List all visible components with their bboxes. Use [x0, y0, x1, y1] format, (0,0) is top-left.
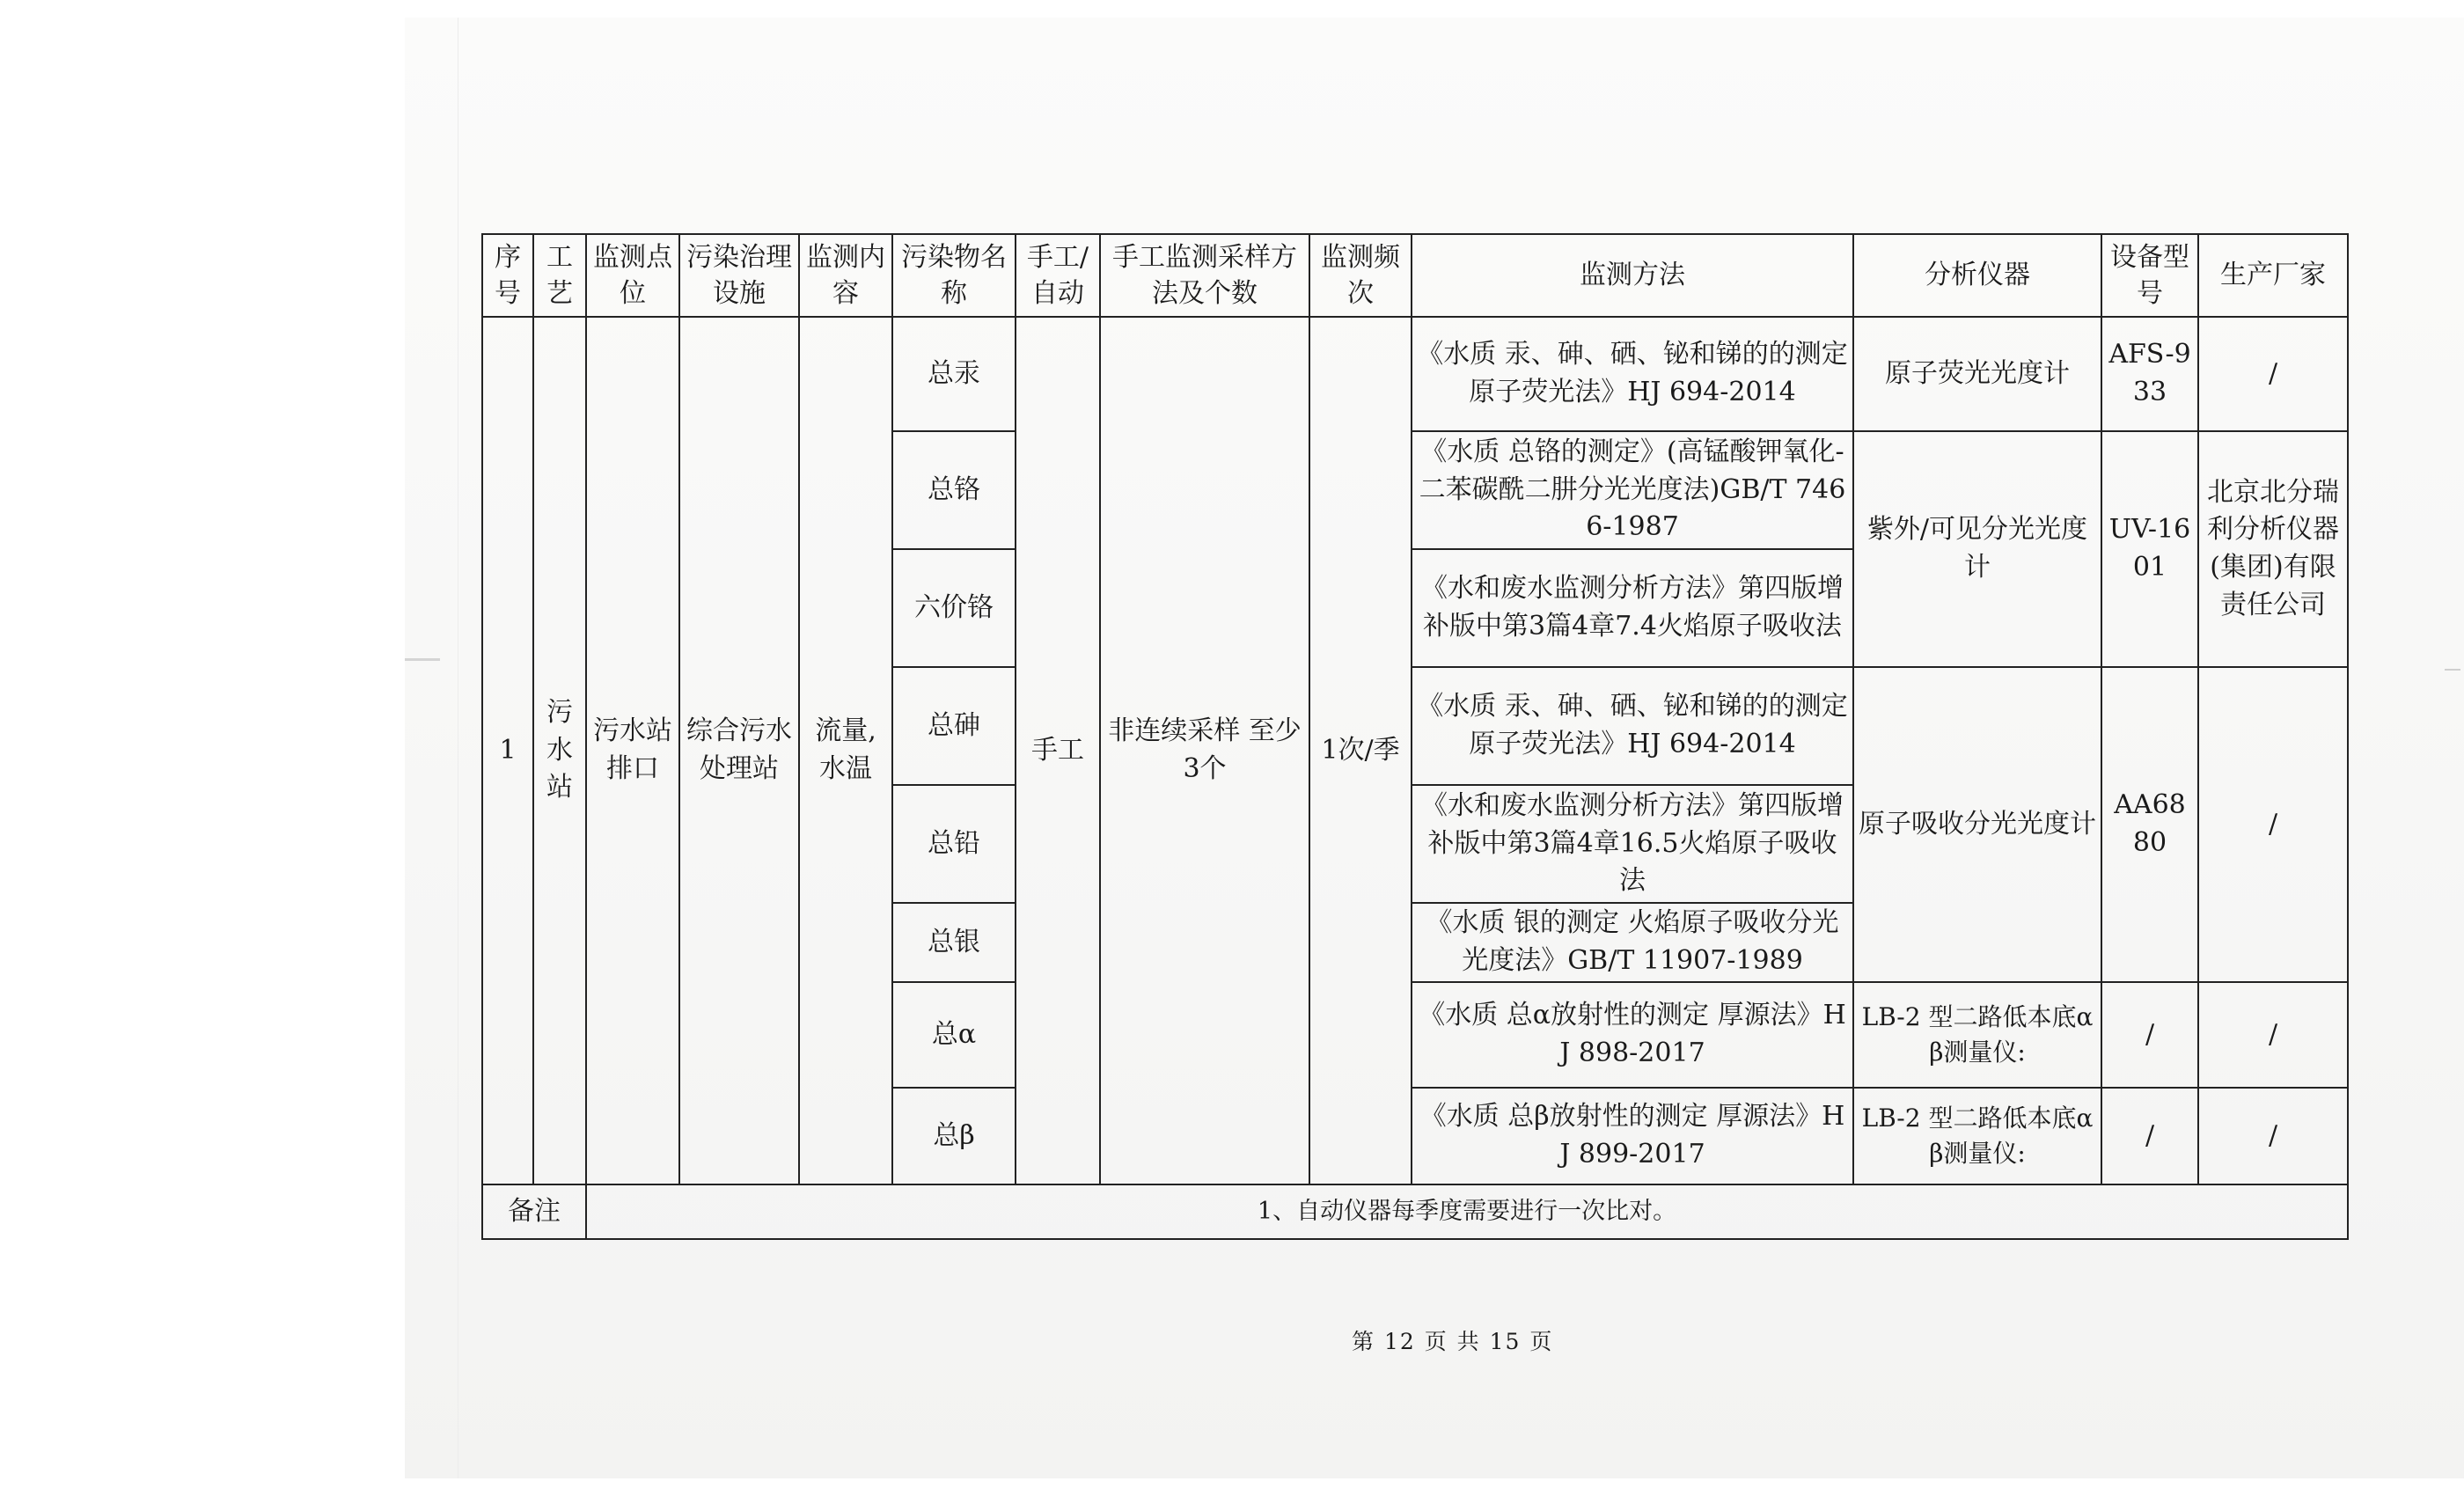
- method-cell: 《水质 总β放射性的测定 厚源法》HJ 899-2017: [1412, 1088, 1853, 1184]
- seq-cell: 1: [482, 317, 533, 1184]
- scan-margin-mark: [405, 658, 440, 661]
- maker-cell: 北京北分瑞利分析仪器(集团)有限责任公司: [2198, 431, 2348, 667]
- maker-cell: /: [2198, 667, 2348, 982]
- remark-row: [482, 1184, 2348, 1239]
- header-frequency: 监测频次: [1309, 234, 1412, 317]
- header-point: 监测点位: [586, 234, 679, 317]
- instrument-cell: 原子荧光光度计: [1853, 317, 2101, 431]
- header-content: 监测内容: [799, 234, 892, 317]
- remark-label: 备注: [482, 1184, 586, 1239]
- pollutant-cell: 总铅: [892, 785, 1016, 903]
- header-seq: 序号: [482, 234, 533, 317]
- header-instrument: 分析仪器: [1853, 234, 2101, 317]
- pollutant-cell: 总砷: [892, 667, 1016, 785]
- pollutant-cell: 总α: [892, 982, 1016, 1088]
- header-mode: 手工/自动: [1016, 234, 1100, 317]
- model-cell: /: [2101, 1088, 2198, 1184]
- instrument-cell: 原子吸收分光光度计: [1853, 667, 2101, 982]
- pollutant-cell: 六价铬: [892, 549, 1016, 667]
- frequency-cell: 1次/季: [1309, 317, 1412, 1184]
- method-cell: 《水质 总α放射性的测定 厚源法》HJ 898-2017: [1412, 982, 1853, 1088]
- maker-cell: /: [2198, 1088, 2348, 1184]
- table-row: [482, 317, 2348, 431]
- pollutant-cell: 总β: [892, 1088, 1016, 1184]
- model-cell: AFS-933: [2101, 317, 2198, 431]
- header-pollutant: 污染物名称: [892, 234, 1016, 317]
- header-model: 设备型号: [2101, 234, 2198, 317]
- header-process: 工艺: [533, 234, 586, 317]
- header-row: [482, 234, 2348, 317]
- method-cell: 《水质 总铬的测定》(高锰酸钾氧化- 二苯碳酰二肼分光光度法)GB/T 7466-1987: [1412, 431, 1853, 549]
- scan-margin-mark-right: [2445, 669, 2460, 671]
- instrument-cell: LB-2 型二路低本底α β测量仪:: [1853, 982, 2101, 1088]
- instrument-cell: LB-2 型二路低本底α β测量仪:: [1853, 1088, 2101, 1184]
- method-cell: 《水和废水监测分析方法》第四版增补版中第3篇4章16.5火焰原子吸收法: [1412, 785, 1853, 903]
- model-cell: /: [2101, 982, 2198, 1088]
- instrument-cell: 紫外/可见分光光度计: [1853, 431, 2101, 667]
- maker-cell: /: [2198, 317, 2348, 431]
- monitoring-table: [481, 233, 2349, 1240]
- pollutant-cell: 总汞: [892, 317, 1016, 431]
- content-cell: 流量,水温: [799, 317, 892, 1184]
- method-cell: 《水质 汞、砷、硒、铋和锑的的测定 原子荧光法》HJ 694-2014: [1412, 667, 1853, 785]
- sampling-cell: 非连续采样 至少3个: [1100, 317, 1309, 1184]
- page-number: 第 12 页 共 15 页: [1352, 1329, 1554, 1354]
- header-sampling: 手工监测采样方法及个数: [1100, 234, 1309, 317]
- header-facility: 污染治理设施: [679, 234, 799, 317]
- model-cell: UV-1601: [2101, 431, 2198, 667]
- process-cell: 污水站: [533, 317, 586, 1184]
- method-cell: 《水质 汞、砷、硒、铋和锑的的测定 原子荧光法》HJ 694-2014: [1412, 317, 1853, 431]
- pollutant-cell: 总银: [892, 903, 1016, 982]
- header-method: 监测方法: [1412, 234, 1853, 317]
- facility-cell: 综合污水处理站: [679, 317, 799, 1184]
- pollutant-cell: 总铬: [892, 431, 1016, 549]
- mode-cell: 手工: [1016, 317, 1100, 1184]
- remark-text: 1、自动仪器每季度需要进行一次比对。: [586, 1184, 2348, 1239]
- header-maker: 生产厂家: [2198, 234, 2348, 317]
- model-cell: AA6880: [2101, 667, 2198, 982]
- point-cell: 污水站排口: [586, 317, 679, 1184]
- method-cell: 《水和废水监测分析方法》第四版增补版中第3篇4章7.4火焰原子吸收法: [1412, 549, 1853, 667]
- maker-cell: /: [2198, 982, 2348, 1088]
- method-cell: 《水质 银的测定 火焰原子吸收分光光度法》GB/T 11907-1989: [1412, 903, 1853, 982]
